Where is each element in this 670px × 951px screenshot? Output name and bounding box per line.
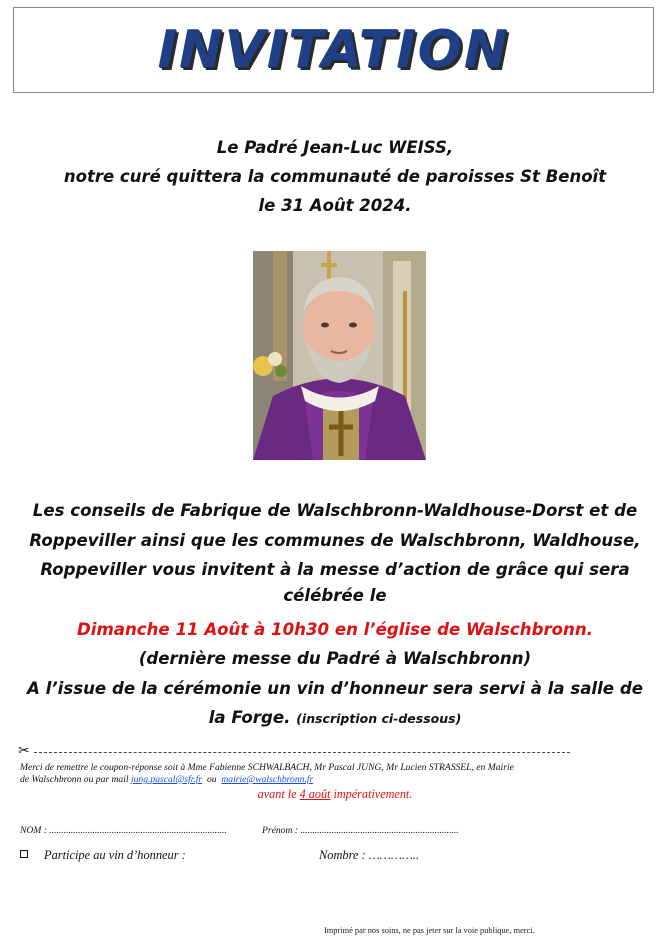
intro-line-2: notre curé quittera la communauté de paroisses St Benoît [63,167,607,186]
intro-line-1: Le Padré Jean-Luc WEISS, [216,138,454,157]
participation-label: Participe au vin d’honneur : [44,848,186,862]
priest-photo [253,251,426,460]
reception-location: la Forge. [208,708,291,727]
title-box [13,7,654,93]
nom-field[interactable]: NOM : .......................................................................... [20,825,227,836]
deadline [0,787,670,802]
reception-line-1: A l’issue de la cérémonie un vin d’honneur sera servi à la salle de [27,678,643,698]
coupon-cut-line [18,744,570,758]
page-title: INVITATION [157,20,510,80]
prenom-field[interactable]: Prénom : .................................................................. [262,825,459,836]
email-link-jung[interactable]: jung.pascal@sfr.fr [130,774,203,785]
deadline-prefix: avant le [257,787,297,801]
deadline-suffix: impérativement. [333,787,413,801]
name-row [20,825,660,836]
reception-line-2 [18,703,652,734]
footer-note: Imprimé par nos soins, ne pas jeter sur la voie publique, merci. [324,926,535,935]
body-line-1: Les conseils de Fabrique de Walschbronn-Waldhouse-Dorst et de [32,501,638,520]
number-field[interactable]: Nombre : ………….. [319,848,420,862]
dashed-divider [34,752,570,753]
invitation-body [18,496,652,734]
note-line-2 [20,774,650,786]
email-separator: ou [206,774,217,785]
note-line-1: Merci de remettre le coupon-réponse soit à Mme Fabienne SCHWALBACH, Mr Pascal JUNG, Mr Lucien STRASSEL, en Mairie [20,762,514,773]
body-line-4: célébrée le [283,585,387,605]
intro-line-3: le 31 Août 2024. [258,196,412,215]
intro-block [0,133,670,220]
scissors-icon: ✂ [18,743,30,759]
mass-date: Dimanche 11 Août à 10h30 en l’église de Walschbronn. [77,619,593,639]
email-link-mairie[interactable]: mairie@walschbronn.fr [221,774,314,785]
body-line-2: Roppeviller ainsi que les communes de Walschbronn, Waldhouse, [29,530,641,550]
inscription-note: (inscription ci-dessous) [296,711,462,726]
body-line-3: Roppeviller vous invitent à la messe d’action de grâce qui sera [40,560,630,579]
note-line-2-prefix: de Walschbronn ou par mail [20,774,129,785]
deadline-date: 4 août [299,787,331,801]
last-mass-note: (dernière messe du Padré à Walschbronn) [138,649,532,668]
participation-checkbox[interactable] [20,850,28,858]
coupon-instructions [20,762,650,786]
